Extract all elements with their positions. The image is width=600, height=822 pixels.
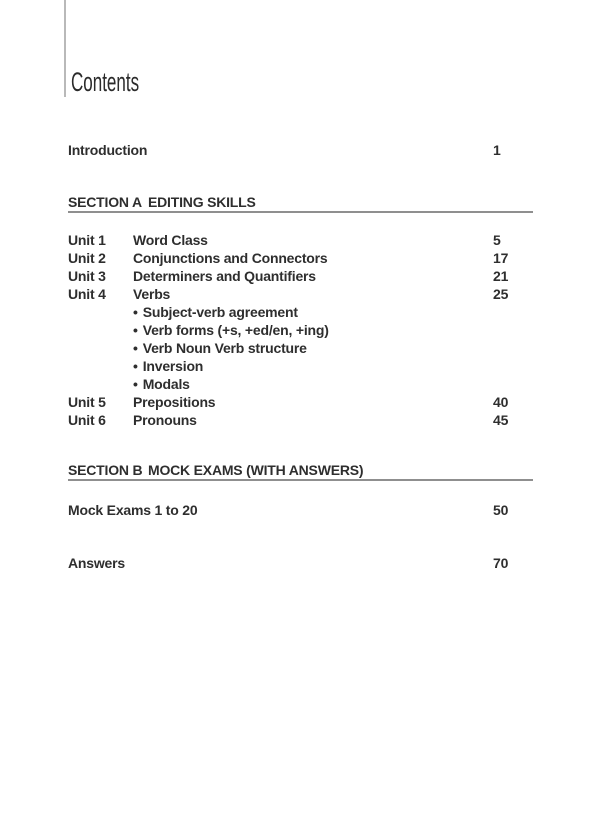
toc-sub-item	[68, 357, 533, 375]
section-b-header	[68, 461, 533, 479]
section-rule	[68, 211, 533, 213]
unit-label: Unit 6	[68, 412, 106, 428]
page-number: 21	[493, 268, 509, 284]
toc-sub-item	[68, 375, 533, 393]
toc-sub-item	[68, 339, 533, 357]
entry-label: Introduction	[68, 142, 148, 158]
toc-entry-unit-6	[68, 411, 533, 429]
unit-title: Word Class	[133, 232, 208, 248]
unit-label: Unit 3	[68, 268, 106, 284]
entry-label: Answers	[68, 555, 125, 571]
unit-label: Unit 2	[68, 250, 106, 266]
toc-entry-answers	[68, 554, 533, 572]
section-title: EDITING SKILLS	[148, 194, 256, 210]
toc-entry-introduction	[68, 141, 533, 159]
toc-entry-unit-3	[68, 267, 533, 285]
unit-title: Pronouns	[133, 412, 197, 428]
section-rule	[68, 479, 533, 481]
unit-title: Verbs	[133, 286, 171, 302]
toc-entry-unit-1	[68, 231, 533, 249]
page-number: 40	[493, 394, 509, 410]
bullet-marker: •	[133, 376, 138, 392]
page-title: Contents	[71, 67, 140, 97]
toc-entry-unit-4	[68, 285, 533, 303]
unit-label: Unit 1	[68, 232, 106, 248]
page-number: 70	[493, 555, 509, 571]
section-label: SECTION A	[68, 194, 142, 210]
toc-sub-item	[68, 321, 533, 339]
table-of-contents	[68, 141, 533, 572]
toc-entry-mock-exams	[68, 501, 533, 519]
sub-item-label: Verb forms (+s, +ed/en, +ing)	[142, 322, 329, 338]
section-a-entries	[68, 231, 533, 429]
bullet-marker: •	[133, 340, 138, 356]
page-number: 45	[493, 412, 509, 428]
page-number: 25	[493, 286, 509, 302]
toc-entry-unit-2	[68, 249, 533, 267]
section-label: SECTION B	[68, 462, 143, 478]
section-title: MOCK EXAMS (WITH ANSWERS)	[148, 462, 364, 478]
unit-title: Determiners and Quantifiers	[133, 268, 316, 284]
unit-title: Prepositions	[133, 394, 216, 410]
page-number: 1	[493, 142, 501, 158]
bullet-marker: •	[133, 358, 138, 374]
unit-label: Unit 5	[68, 394, 106, 410]
entry-label: Mock Exams 1 to 20	[68, 502, 198, 518]
sub-item-label: Verb Noun Verb structure	[142, 340, 307, 356]
bullet-marker: •	[133, 304, 138, 320]
section-a-header	[68, 193, 533, 211]
unit-title: Conjunctions and Connectors	[133, 250, 328, 266]
unit-label: Unit 4	[68, 286, 106, 302]
page-number: 5	[493, 232, 501, 248]
heading-accent-line	[64, 0, 66, 97]
bullet-marker: •	[133, 322, 138, 338]
page-number: 50	[493, 502, 509, 518]
page-number: 17	[493, 250, 509, 266]
toc-entry-unit-5	[68, 393, 533, 411]
sub-item-label: Subject-verb agreement	[142, 304, 298, 320]
toc-sub-item	[68, 303, 533, 321]
sub-item-label: Modals	[142, 376, 190, 392]
sub-item-label: Inversion	[142, 358, 204, 374]
